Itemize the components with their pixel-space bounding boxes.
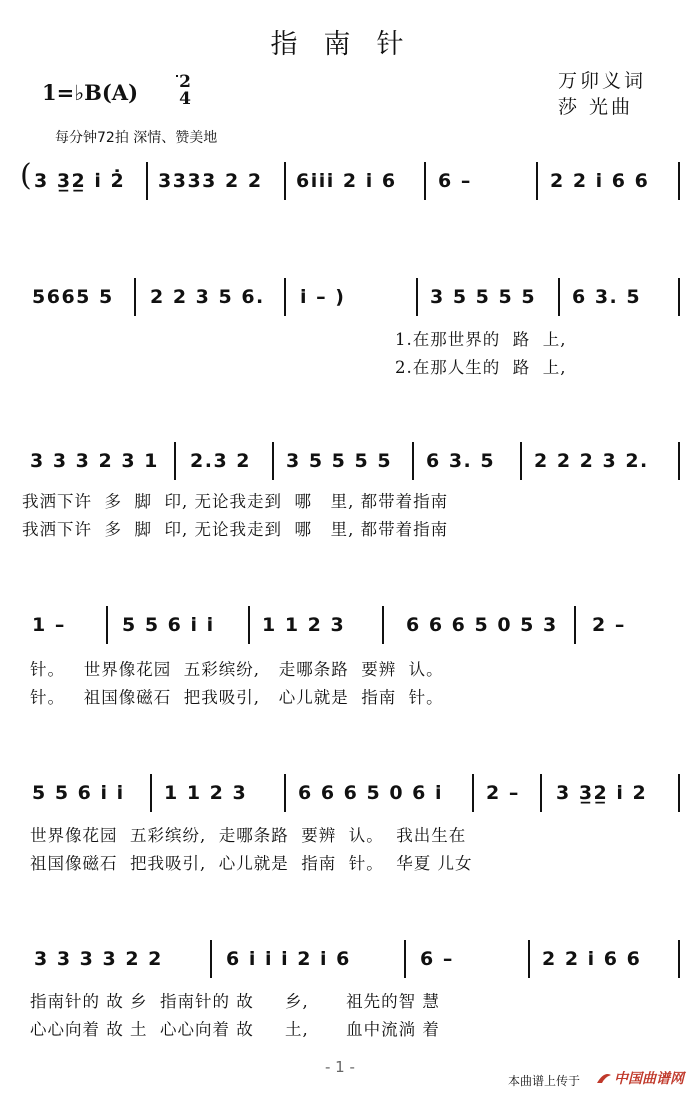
note-group: 6 – bbox=[438, 170, 472, 192]
composer-credit: 莎 光曲 bbox=[558, 96, 634, 118]
lyric-line-2: 祖国像磁石 把我吸引, 心儿就是 指南 针。 华夏 儿女 bbox=[30, 854, 473, 873]
note-group: 2 2 i 6 6 bbox=[542, 948, 642, 970]
note-group: 3333 2 2 bbox=[158, 170, 263, 192]
note-group: 6 3. 5 bbox=[426, 450, 496, 472]
lyric-line-2: 我洒下许 多 脚 印, 无论我走到 哪 里, 都带着指南 bbox=[22, 520, 449, 539]
site-logo-text: 中国曲谱网 bbox=[614, 1071, 684, 1087]
lyric-line-2: 针。 祖国像磁石 把我吸引, 心儿就是 指南 针。 bbox=[30, 688, 444, 707]
page-number: - 1 - bbox=[325, 1058, 355, 1076]
lyric-line-1: 针。 世界像花园 五彩缤纷, 走哪条路 要辨 认。 bbox=[30, 660, 444, 679]
note-group: 6 i i i 2 i 6 bbox=[226, 948, 351, 970]
lyric-line-1: 世界像花园 五彩缤纷, 走哪条路 要辨 认。 我出生在 bbox=[30, 826, 467, 845]
note-group: 2 2 3 5 6. bbox=[150, 286, 265, 308]
note-group: 5665 5 bbox=[32, 286, 114, 308]
site-logo bbox=[596, 1068, 684, 1088]
note-group: 3 5 5 5 5 bbox=[286, 450, 393, 472]
time-signature-top: 2 bbox=[179, 72, 191, 92]
note-group: 3 3̲2̲ i 2 bbox=[556, 782, 648, 804]
note-group: 6 3. 5 bbox=[572, 286, 642, 308]
time-signature-bottom: 4 bbox=[179, 89, 191, 109]
note-group: 2 – bbox=[486, 782, 520, 804]
logo-icon bbox=[596, 1071, 612, 1085]
staff-row-2 bbox=[22, 278, 692, 318]
note-group: 2 – bbox=[592, 614, 626, 636]
lyric-line-2: 2.在那人生的 路 上, bbox=[395, 358, 567, 377]
note-group: 3 3 3 2 3 1 bbox=[30, 450, 159, 472]
note-group: 6 6 6 5 0 6 i bbox=[298, 782, 444, 804]
lyric-line-1: 我洒下许 多 脚 印, 无论我走到 哪 里, 都带着指南 bbox=[22, 492, 449, 511]
staff-row-6 bbox=[22, 940, 692, 980]
note-group: 1 1 2 3 bbox=[164, 782, 248, 804]
note-group: 5 5 6 i i bbox=[122, 614, 215, 636]
note-group: 2 2 i 6 6 bbox=[550, 170, 650, 192]
time-signature bbox=[176, 74, 194, 108]
staff-row-4 bbox=[22, 606, 692, 646]
staff-row-3 bbox=[22, 442, 692, 482]
note-group: 6 – bbox=[420, 948, 454, 970]
lyric-line-1: 1.在那世界的 路 上, bbox=[395, 330, 567, 349]
open-paren: ( bbox=[20, 158, 32, 193]
lyricist-credit: 万卯义词 bbox=[558, 70, 647, 92]
note-group: 1 – bbox=[32, 614, 66, 636]
note-group: 2 2 2 3 2. bbox=[534, 450, 649, 472]
upload-source-text: 本曲谱上传于 bbox=[508, 1074, 581, 1088]
note-group: 1 1 2 3 bbox=[262, 614, 346, 636]
note-group: 3 5 5 5 5 bbox=[430, 286, 537, 308]
song-title: 指南针 bbox=[270, 29, 430, 60]
note-group: 3 3 3 3 2 2 bbox=[34, 948, 163, 970]
note-group: 2.3 2 bbox=[190, 450, 251, 472]
note-group: 5 5 6 i i bbox=[32, 782, 125, 804]
note-group: i – ) bbox=[300, 286, 346, 308]
note-group: 6 6 6 5 0 5 3 bbox=[406, 614, 558, 636]
lyric-line-1: 指南针的 故 乡 指南针的 故 乡, 祖先的智 慧 bbox=[30, 992, 440, 1011]
tempo-marking: 每分钟72拍 深情、赞美地 bbox=[55, 130, 218, 146]
lyric-line-2: 心心向着 故 土 心心向着 故 土, 血中流淌 着 bbox=[30, 1020, 440, 1039]
staff-row-1 bbox=[20, 158, 692, 202]
key-signature: 1=♭B(A) bbox=[42, 80, 139, 105]
note-group: 3 3̲2̲ i̇ 2̇ bbox=[34, 170, 126, 192]
staff-row-5 bbox=[22, 774, 692, 814]
note-group: 6iii 2 i 6 bbox=[296, 170, 397, 192]
